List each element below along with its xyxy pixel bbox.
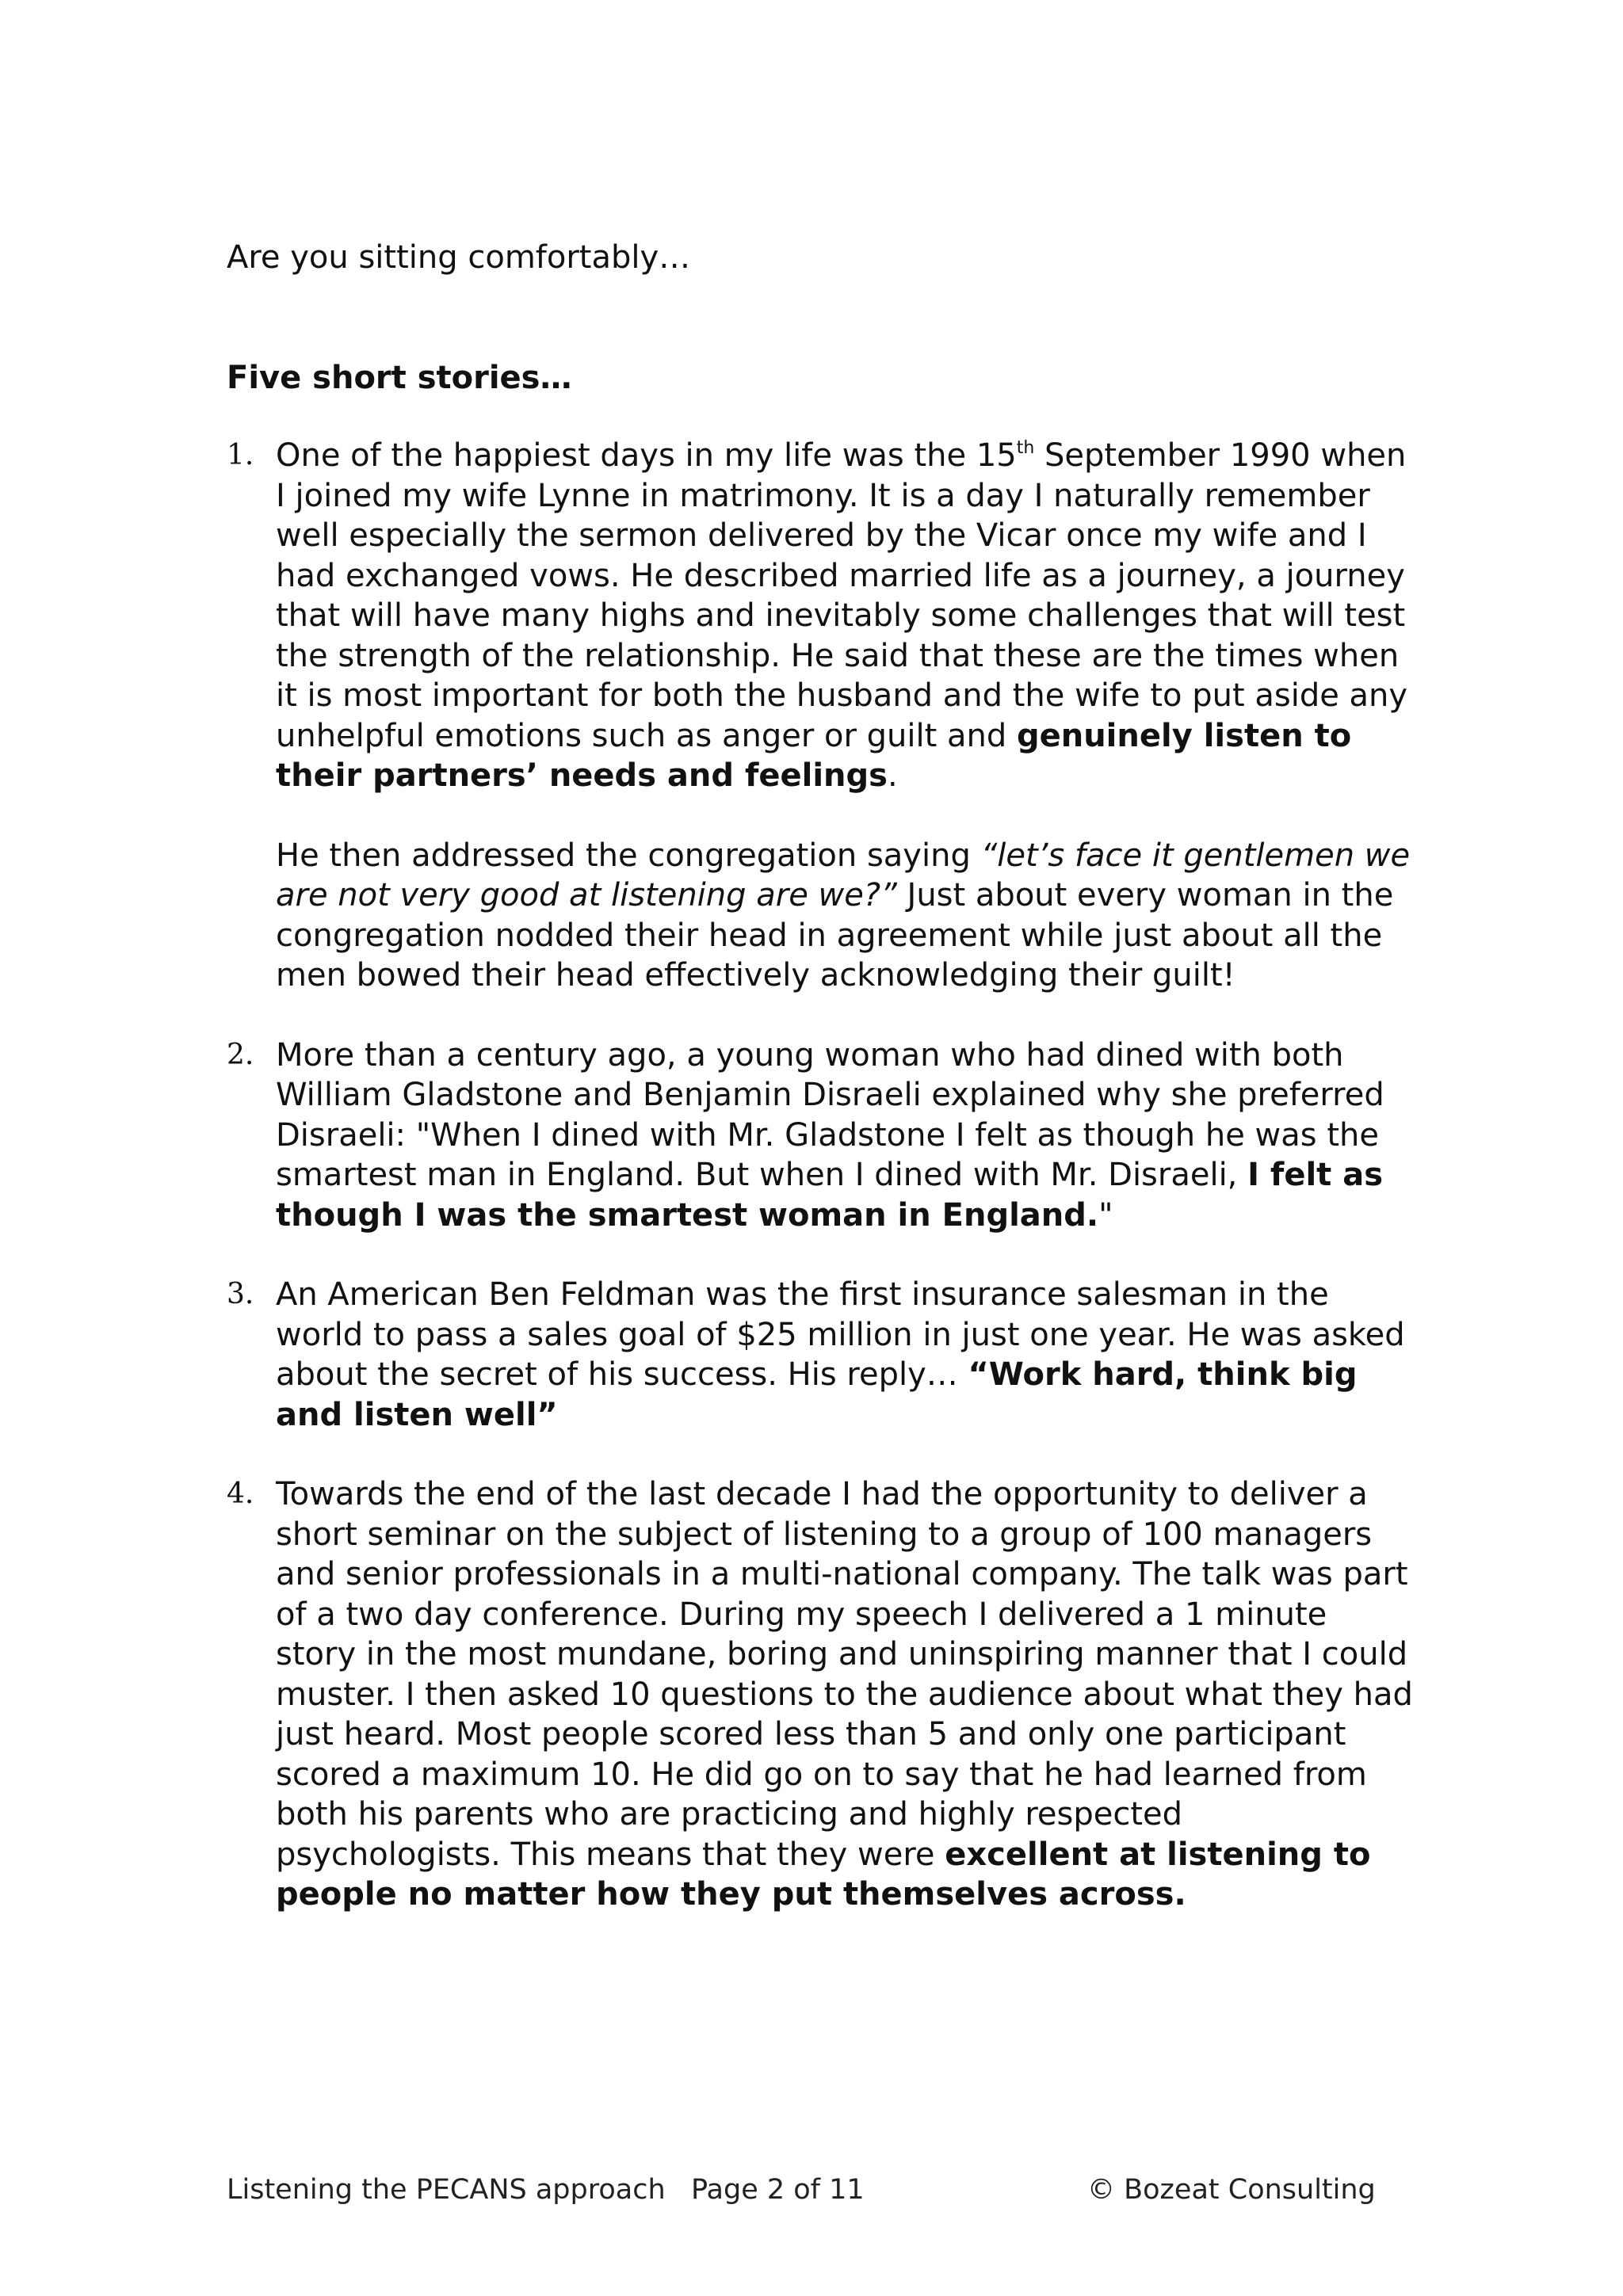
story-number: 2. bbox=[227, 1038, 254, 1071]
story-number: 4. bbox=[227, 1478, 254, 1510]
story-paragraph: He then addressed the congregation saying “let’s face it gentlemen we are not very good at listening are we?” Just about every woman in the congregation nodded their head in agreement while just about all the men bowed their head effectively acknowledging their guilt! bbox=[276, 837, 1411, 994]
story-paragraph: Towards the end of the last decade I had the opportunity to deliver a short seminar on the subject of listening to a group of 100 managers and senior professionals in a multi-national company. The talk was part of a two day conference. During my speech I delivered a 1 minute story in the most mundane, boring and uninspiring manner that I could muster. I then asked 10 questions to the audience about what they had just heard. Most people scored less than 5 and only one participant scored a maximum 10. He did go on to say that he had learned from both his parents who are practicing and highly respected psychologists. This means that they were excellent at listening to people no matter how they put themselves across. bbox=[276, 1476, 1413, 1913]
story-paragraph: An American Ben Feldman was the first insurance salesman in the world to pass a sales goal of $25 million in just one year. He was asked about the secret of his success. His reply… “Work hard, think big and listen well” bbox=[276, 1276, 1405, 1433]
story-item-3 bbox=[227, 1275, 1415, 1435]
story-number: 1. bbox=[227, 439, 254, 471]
emphasis-text: genuinely listen to their partners’ needs and feelings bbox=[276, 717, 1352, 794]
story-item-4 bbox=[227, 1474, 1415, 1915]
footer-title: Listening the PECANS approach bbox=[227, 2174, 666, 2206]
emphasis-text: I felt as though I was the smartest woman in England. bbox=[276, 1157, 1384, 1234]
quote-text: “let’s face it gentlemen we are not very good at listening are we?” bbox=[276, 837, 1411, 913]
intro-line: Are you sitting comfortably… bbox=[227, 239, 691, 276]
emphasis-text: “Work hard, think big and listen well” bbox=[276, 1356, 1358, 1433]
footer-page-number: Page 2 of 11 bbox=[691, 2174, 865, 2206]
ordinal-suffix: th bbox=[1016, 438, 1035, 458]
story-paragraph: More than a century ago, a young woman who had dined with both William Gladstone and Benjamin Disraeli explained why she preferred Disraeli: "When I dined with Mr. Gladstone I felt as though he was the smartest man in England. But when I dined with Mr. Disraeli, I felt as though I was the smartest woman in England." bbox=[276, 1036, 1384, 1234]
story-list bbox=[227, 436, 1415, 1955]
story-paragraph: One of the happiest days in my life was the 15th September 1990 when I joined my wife Lynne in matrimony. It is a day I naturally remember well especially the sermon delivered by the Vicar once my wife and I had exchanged vows. He described married life as a journey, a journey that will have many highs and inevitably some challenges that will test the strength of the relationship. He said that these are the times when it is most important for both the husband and the wife to put aside any unhelpful emotions such as anger or guilt and genuinely listen to their partners’ needs and feelings. bbox=[276, 437, 1408, 794]
story-number: 3. bbox=[227, 1278, 254, 1310]
story-item-2 bbox=[227, 1035, 1415, 1236]
footer-copyright: © Bozeat Consulting bbox=[1087, 2174, 1376, 2206]
emphasis-text: excellent at listening to people no matter how they put themselves across. bbox=[276, 1836, 1371, 1913]
section-heading: Five short stories… bbox=[227, 360, 572, 396]
story-item-1 bbox=[227, 436, 1415, 996]
